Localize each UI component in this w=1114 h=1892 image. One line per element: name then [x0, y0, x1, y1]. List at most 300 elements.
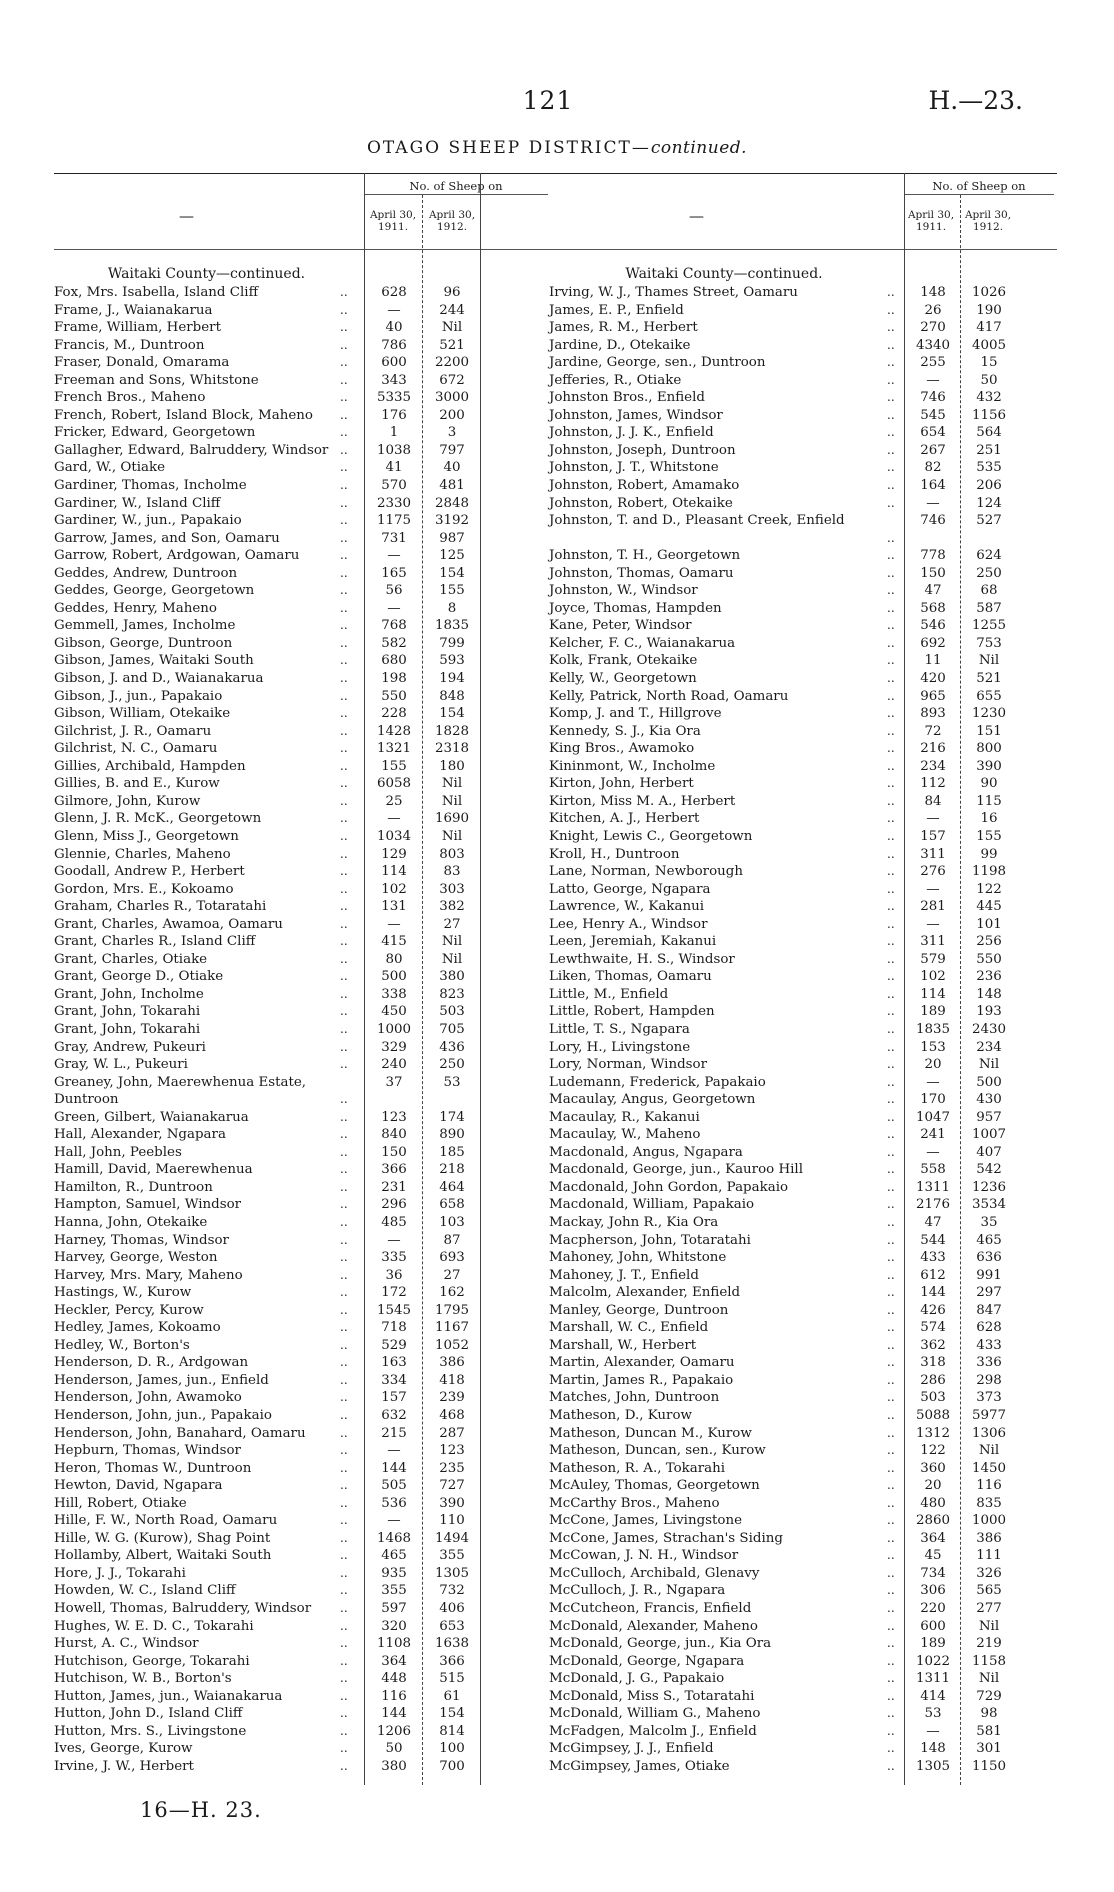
leader-dots: .. — [887, 1127, 895, 1142]
sheep-1911-cell: 568 — [920, 600, 946, 616]
sheep-1912-cell: 848 — [439, 688, 465, 704]
sheep-1911-cell: 215 — [381, 1425, 407, 1441]
table-row — [549, 477, 1057, 495]
sheep-1911-cell: 40 — [385, 320, 403, 336]
leader-dots: .. — [340, 1109, 348, 1124]
leader-dots: .. — [340, 1513, 348, 1528]
footer-code: 16—H. 23. — [140, 1798, 262, 1822]
holder-name: Lane, Norman, Newborough — [549, 864, 743, 880]
header-col-1912: April 30, 1912. — [964, 209, 1012, 233]
left-table — [54, 173, 554, 1785]
sheep-1912-cell: 1150 — [971, 1758, 1007, 1774]
leader-dots: .. — [340, 1285, 348, 1300]
table-row — [54, 1530, 554, 1548]
sheep-1911-cell: 692 — [920, 635, 946, 651]
table-row — [54, 1512, 554, 1530]
leader-dots: .. — [887, 548, 895, 563]
holder-name: Hamilton, R., Duntroon — [54, 1179, 213, 1195]
sheep-1911-cell: 255 — [920, 355, 946, 371]
leader-dots: .. — [887, 793, 895, 808]
holder-name: Garrow, James, and Son, Oamaru — [54, 530, 280, 546]
sheep-1912-cell: 564 — [976, 425, 1002, 441]
table-row — [54, 670, 554, 688]
table-row — [54, 1302, 554, 1320]
sheep-1912-cell: 256 — [976, 934, 1002, 950]
table-row — [54, 1144, 554, 1162]
sheep-1912-cell: 287 — [439, 1425, 465, 1441]
leader-dots: .. — [340, 1706, 348, 1721]
sheep-1912-cell: 124 — [976, 495, 1002, 511]
sheep-1911-cell: 612 — [920, 1267, 946, 1283]
holder-name: Jardine, George, sen., Duntroon — [549, 355, 766, 371]
leader-dots: .. — [340, 776, 348, 791]
sheep-1912-cell: 658 — [439, 1197, 465, 1213]
holder-name: Grant, George D., Otiake — [54, 969, 224, 985]
holder-name: McCulloch, Archibald, Glenavy — [549, 1565, 760, 1581]
sheep-1911-cell: 1000 — [376, 1021, 412, 1037]
table-row — [549, 1705, 1057, 1723]
sheep-1911-cell: 37 — [385, 1074, 403, 1090]
sheep-1911-cell: 112 — [920, 776, 946, 792]
sheep-1912-cell: 239 — [439, 1390, 465, 1406]
sheep-1911-cell: 281 — [920, 899, 946, 915]
holder-name: Hille, W. G. (Kurow), Shag Point — [54, 1530, 271, 1546]
holder-name: Hastings, W., Kurow — [54, 1285, 192, 1301]
sheep-1911-cell: 176 — [381, 407, 407, 423]
right-table-header — [549, 173, 1057, 250]
sheep-1912-cell: 218 — [439, 1162, 465, 1178]
sheep-1911-cell: 25 — [385, 793, 403, 809]
holder-name: Johnston, Thomas, Oamaru — [549, 565, 734, 581]
table-row — [54, 354, 554, 372]
sheep-1912-cell: 298 — [976, 1372, 1002, 1388]
leader-dots: .. — [887, 1408, 895, 1422]
leader-dots: .. — [340, 969, 348, 984]
sheep-1912-cell: 636 — [976, 1250, 1002, 1266]
holder-name: Irving, W. J., Thames Street, Oamaru — [549, 285, 798, 300]
leader-dots: .. — [340, 548, 348, 563]
leader-dots: .. — [340, 372, 348, 387]
sheep-1911-cell: 189 — [920, 1004, 946, 1020]
sheep-1912-cell: 705 — [439, 1021, 465, 1037]
leader-dots: .. — [340, 1355, 348, 1370]
sheep-1911-cell: 550 — [381, 688, 407, 704]
sheep-1912-cell: 1156 — [971, 407, 1007, 423]
leader-dots: .. — [887, 285, 895, 299]
table-row — [54, 565, 554, 583]
leader-dots: .. — [887, 1039, 895, 1054]
sheep-1911-cell: 1047 — [915, 1109, 951, 1125]
sheep-1911-cell: 544 — [920, 1232, 946, 1248]
sheep-1912-cell: Nil — [441, 934, 463, 950]
leader-dots: .. — [887, 1179, 895, 1194]
table-row — [54, 1179, 554, 1197]
sheep-1911-cell: 240 — [381, 1057, 407, 1073]
sheep-1911-cell: 1468 — [376, 1530, 412, 1546]
holder-name: Kolk, Frank, Otekaike — [549, 653, 698, 669]
table-row — [54, 1688, 554, 1706]
sheep-1912-cell: 799 — [439, 635, 465, 651]
sheep-1911-cell: 2860 — [915, 1513, 951, 1529]
sheep-1911-cell: 129 — [381, 846, 407, 862]
right-rows — [549, 284, 1057, 1775]
sheep-1912-cell: 753 — [976, 635, 1002, 651]
table-row — [54, 1758, 554, 1776]
sheep-1912-cell: 2430 — [971, 1021, 1007, 1037]
sheep-1912-cell: 1638 — [434, 1636, 470, 1652]
sheep-1911-cell: 364 — [920, 1530, 946, 1546]
sheep-1911-cell: 335 — [381, 1250, 407, 1266]
sheep-1911-cell: 47 — [924, 583, 942, 599]
sheep-1911-cell: 465 — [381, 1548, 407, 1564]
table-row — [54, 740, 554, 758]
leader-dots: .. — [340, 1601, 348, 1616]
table-row — [54, 1161, 554, 1179]
sheep-1912-cell: 407 — [976, 1144, 1002, 1160]
leader-dots: .. — [887, 1478, 895, 1493]
holder-name: Macdonald, Angus, Ngapara — [549, 1144, 743, 1160]
holder-name: McDonald, Alexander, Maheno — [549, 1618, 758, 1634]
leader-dots: .. — [340, 1127, 348, 1142]
sheep-1912-cell: 1198 — [971, 864, 1007, 880]
sheep-1912-cell: 27 — [443, 916, 461, 932]
table-row — [54, 372, 554, 390]
sheep-1911-cell: 654 — [920, 425, 946, 441]
sheep-1911-cell: 5088 — [915, 1408, 951, 1423]
table-row — [54, 337, 554, 355]
holder-name: Hutton, Mrs. S., Livingstone — [54, 1723, 247, 1739]
holder-name: Henderson, John, Awamoko — [54, 1390, 242, 1406]
sheep-1911-cell: — — [387, 1513, 401, 1529]
table-row — [549, 407, 1057, 425]
sheep-1911-cell: 1311 — [915, 1179, 951, 1195]
sheep-1912-cell: 50 — [980, 372, 998, 388]
sheep-1912-cell: 40 — [443, 460, 461, 476]
sheep-1911-cell: 82 — [924, 460, 942, 476]
sheep-1911-cell: 420 — [920, 671, 946, 687]
table-row — [54, 389, 554, 407]
sheep-1912-cell: 61 — [443, 1688, 461, 1704]
sheep-1912-cell: 154 — [439, 706, 465, 722]
sheep-1911-cell: 148 — [920, 1741, 946, 1757]
sheep-1911-cell: 746 — [920, 513, 946, 529]
sheep-1912-cell: 366 — [439, 1653, 465, 1669]
leader-dots: .. — [340, 793, 348, 808]
sheep-1912-cell: 386 — [439, 1355, 465, 1371]
table-row — [54, 810, 554, 828]
leader-dots: .. — [340, 1583, 348, 1598]
table-row — [54, 319, 554, 337]
leader-dots: .. — [887, 811, 895, 826]
sheep-1911-cell: 198 — [381, 671, 407, 687]
table-row — [549, 302, 1057, 320]
leader-dots: .. — [887, 776, 895, 791]
sheep-1911-cell: 746 — [920, 390, 946, 406]
sheep-1911-cell: 306 — [920, 1583, 946, 1599]
table-row — [549, 775, 1057, 793]
leader-dots: .. — [340, 337, 348, 352]
sheep-1912-cell: 123 — [439, 1443, 465, 1459]
holder-name: Johnston, J. T., Whitstone — [549, 460, 719, 476]
holder-name: Geddes, Henry, Maheno — [54, 600, 217, 616]
holder-name: Mahoney, John, Whitstone — [549, 1250, 727, 1266]
holder-name: Johnston Bros., Enfield — [549, 390, 705, 406]
table-row — [549, 1232, 1057, 1250]
sheep-1912-cell: 87 — [443, 1232, 461, 1248]
leader-dots: .. — [887, 1390, 895, 1405]
sheep-1912-cell: 8 — [447, 600, 457, 616]
holder-name: Macaulay, Angus, Georgetown — [549, 1092, 756, 1108]
sheep-1911-cell: 47 — [924, 1214, 942, 1230]
sheep-1911-cell: 296 — [381, 1197, 407, 1213]
sheep-1912-cell: 1000 — [971, 1513, 1007, 1529]
table-row — [54, 1214, 554, 1232]
table-row — [549, 1091, 1057, 1109]
sheep-1911-cell: 155 — [381, 758, 407, 774]
leader-dots: .. — [887, 1706, 895, 1721]
sheep-1912-cell: 194 — [439, 671, 465, 687]
holder-name: Matheson, D., Kurow — [549, 1408, 692, 1423]
sheep-1911-cell: 144 — [381, 1706, 407, 1722]
leader-dots: .. — [340, 1250, 348, 1265]
sheep-1912-cell: 174 — [439, 1109, 465, 1125]
sheep-1911-cell: 320 — [381, 1618, 407, 1634]
sheep-1911-cell: 157 — [381, 1390, 407, 1406]
sheep-1912-cell: 1835 — [434, 618, 470, 634]
sheep-1911-cell: 935 — [381, 1565, 407, 1581]
leader-dots: .. — [340, 1004, 348, 1019]
sheep-1912-cell: 155 — [976, 828, 1002, 844]
sheep-1912-cell: 390 — [439, 1495, 465, 1511]
sheep-1911-cell: 734 — [920, 1565, 946, 1581]
table-row — [549, 1565, 1057, 1583]
table-row — [549, 1758, 1057, 1776]
table-row — [549, 547, 1057, 565]
sheep-1911-cell: 768 — [381, 618, 407, 634]
table-row — [54, 1249, 554, 1267]
sheep-1912-cell: 535 — [976, 460, 1002, 476]
holder-name: Harvey, Mrs. Mary, Maheno — [54, 1267, 243, 1283]
table-row — [549, 1249, 1057, 1267]
sheep-1912-cell: 835 — [976, 1495, 1002, 1511]
holder-name: Mahoney, J. T., Enfield — [549, 1267, 699, 1283]
sheep-1911-cell: 172 — [381, 1285, 407, 1301]
holder-name: Grant, Charles, Awamoa, Oamaru — [54, 916, 283, 932]
holder-name: Kitchen, A. J., Herbert — [549, 811, 700, 827]
sheep-1911-cell: 148 — [920, 285, 946, 300]
leader-dots: .. — [340, 390, 348, 405]
leader-dots: .. — [340, 1021, 348, 1036]
table-row — [549, 1003, 1057, 1021]
sheep-1912-cell: Nil — [978, 1618, 1000, 1634]
holder-name: McCone, James, Livingstone — [549, 1513, 743, 1529]
holder-name: Heron, Thomas W., Duntroon — [54, 1460, 252, 1476]
table-row — [54, 1705, 554, 1723]
sheep-1911-cell: — — [387, 548, 401, 564]
sheep-1912-cell: 250 — [976, 565, 1002, 581]
table-row — [54, 1653, 554, 1671]
leader-dots: .. — [887, 706, 895, 721]
table-row — [549, 1512, 1057, 1530]
sheep-1911-cell: 338 — [381, 986, 407, 1002]
sheep-1912-cell: 430 — [976, 1092, 1002, 1108]
leader-dots: .. — [340, 1548, 348, 1563]
sheep-1911-cell: 41 — [385, 460, 403, 476]
sheep-1912-cell: 672 — [439, 372, 465, 388]
sheep-1911-cell: 546 — [920, 618, 946, 634]
holder-name: Geddes, Andrew, Duntroon — [54, 565, 238, 581]
table-row — [549, 1460, 1057, 1478]
table-row — [549, 582, 1057, 600]
table-row — [549, 1495, 1057, 1513]
sheep-1912-cell: 90 — [980, 776, 998, 792]
table-row — [54, 1600, 554, 1618]
table-row — [549, 758, 1057, 776]
leader-dots: .. — [887, 407, 895, 422]
holder-name: Ives, George, Kurow — [54, 1741, 193, 1757]
sheep-1911-cell: 267 — [920, 442, 946, 458]
leader-dots: .. — [887, 1267, 895, 1282]
holder-name: Jefferies, R., Otiake — [549, 372, 682, 388]
table-row — [54, 898, 554, 916]
holder-name: Jardine, D., Otekaike — [549, 337, 691, 353]
leader-dots: .. — [887, 1723, 895, 1738]
table-row — [549, 1267, 1057, 1285]
table-row — [54, 828, 554, 846]
sheep-1912-cell: 301 — [976, 1741, 1002, 1757]
table-row — [54, 1442, 554, 1460]
sheep-1911-cell: 45 — [924, 1548, 942, 1564]
table-row — [549, 459, 1057, 477]
leader-dots: .. — [340, 618, 348, 633]
leader-dots: .. — [340, 741, 348, 756]
holder-name: Hille, F. W., North Road, Oamaru — [54, 1513, 278, 1529]
sheep-1911-cell: 228 — [381, 706, 407, 722]
sheep-1912-cell: 565 — [976, 1583, 1002, 1599]
table-row — [549, 1530, 1057, 1548]
sheep-1911-cell: 485 — [381, 1214, 407, 1230]
holder-name: Komp, J. and T., Hillgrove — [549, 706, 722, 722]
holder-name: Gillies, Archibald, Hampden — [54, 758, 246, 774]
sheep-1912-cell: 729 — [976, 1688, 1002, 1704]
holder-name: Howden, W. C., Island Cliff — [54, 1583, 236, 1599]
sheep-1911-cell: — — [926, 1074, 940, 1090]
sheep-1911-cell: 1311 — [915, 1671, 951, 1687]
sheep-1912-cell: Nil — [441, 951, 463, 967]
table-row — [549, 1056, 1057, 1074]
sheep-1911-cell: 36 — [385, 1267, 403, 1283]
sheep-1912-cell: 468 — [439, 1408, 465, 1423]
holder-name: Lory, H., Livingstone — [549, 1039, 691, 1055]
sheep-1911-cell: 170 — [920, 1092, 946, 1108]
leader-dots: .. — [887, 1355, 895, 1370]
sheep-1911-cell: — — [387, 600, 401, 616]
holder-name: Hedley, W., Borton's — [54, 1337, 190, 1353]
table-row — [54, 1495, 554, 1513]
holder-name: Manley, George, Duntroon — [549, 1302, 729, 1318]
sheep-1911-cell: 84 — [924, 793, 942, 809]
sheep-1912-cell: 593 — [439, 653, 465, 669]
sheep-1912-cell: 2318 — [434, 741, 470, 757]
leader-dots: .. — [887, 1092, 895, 1107]
leader-dots: .. — [340, 688, 348, 703]
table-row — [54, 881, 554, 899]
table-row — [54, 302, 554, 320]
holder-name: Kennedy, S. J., Kia Ora — [549, 723, 701, 739]
sheep-1911-cell: — — [926, 811, 940, 827]
sheep-1911-cell: — — [387, 1232, 401, 1248]
table-row — [549, 600, 1057, 618]
sheep-1912-cell: 99 — [980, 846, 998, 862]
table-row — [549, 1547, 1057, 1565]
sheep-1912-cell: 432 — [976, 390, 1002, 406]
holder-name: Harvey, George, Weston — [54, 1250, 218, 1266]
holder-name: Lory, Norman, Windsor — [549, 1057, 707, 1073]
holder-name: Heckler, Percy, Kurow — [54, 1302, 204, 1318]
sheep-1911-cell: 150 — [920, 565, 946, 581]
sheep-1911-cell: 366 — [381, 1162, 407, 1178]
sheep-1912-cell: 180 — [439, 758, 465, 774]
leader-dots: .. — [887, 1197, 895, 1212]
sheep-1911-cell: 628 — [381, 285, 407, 300]
sheep-1912-cell: 380 — [439, 969, 465, 985]
table-row — [549, 1442, 1057, 1460]
holder-name: Graham, Charles R., Totaratahi — [54, 899, 267, 915]
sheep-1912-cell: 550 — [976, 951, 1002, 967]
sheep-1912-cell: 418 — [439, 1372, 465, 1388]
sheep-1912-cell: 1158 — [971, 1653, 1007, 1669]
sheep-1911-cell: 731 — [381, 530, 407, 546]
sheep-1911-cell: — — [387, 916, 401, 932]
holder-name: McGimpsey, James, Otiake — [549, 1758, 730, 1774]
sheep-1911-cell: 415 — [381, 934, 407, 950]
sheep-1911-cell: 102 — [381, 881, 407, 897]
sheep-1912-cell: 436 — [439, 1039, 465, 1055]
leader-dots: .. — [887, 618, 895, 633]
leader-dots: .. — [340, 460, 348, 475]
sheep-1912-cell: 797 — [439, 442, 465, 458]
sheep-1912-cell: 800 — [976, 741, 1002, 757]
holder-name: Henderson, James, jun., Enfield — [54, 1372, 269, 1388]
table-row — [549, 916, 1057, 934]
table-row — [54, 652, 554, 670]
leader-dots: .. — [340, 1337, 348, 1352]
sheep-1912-cell: 235 — [439, 1460, 465, 1476]
table-row — [54, 1425, 554, 1443]
leader-dots: .. — [887, 635, 895, 650]
holder-name: Freeman and Sons, Whitstone — [54, 372, 259, 388]
table-row — [549, 863, 1057, 881]
holder-name: Kelcher, F. C., Waianakarua — [549, 635, 736, 651]
leader-dots: .. — [887, 653, 895, 668]
header-col-1911: April 30, 1911. — [907, 209, 955, 233]
district-title: OTAGO SHEEP DISTRICT—continued. — [366, 138, 748, 158]
leader-dots: .. — [887, 320, 895, 335]
leader-dots: .. — [887, 495, 895, 510]
leader-dots: .. — [887, 530, 895, 545]
holder-name: Frame, J., Waianakarua — [54, 302, 213, 318]
holder-name: Gibson, J., jun., Papakaio — [54, 688, 223, 704]
leader-dots: .. — [887, 1741, 895, 1756]
table-row — [54, 933, 554, 951]
leader-dots: .. — [340, 846, 348, 861]
table-row — [54, 1039, 554, 1057]
sheep-1911-cell: 1312 — [915, 1425, 951, 1441]
leader-dots: .. — [887, 1250, 895, 1265]
leader-dots: .. — [887, 688, 895, 703]
sheep-1912-cell: 115 — [976, 793, 1002, 809]
leader-dots: .. — [887, 934, 895, 949]
